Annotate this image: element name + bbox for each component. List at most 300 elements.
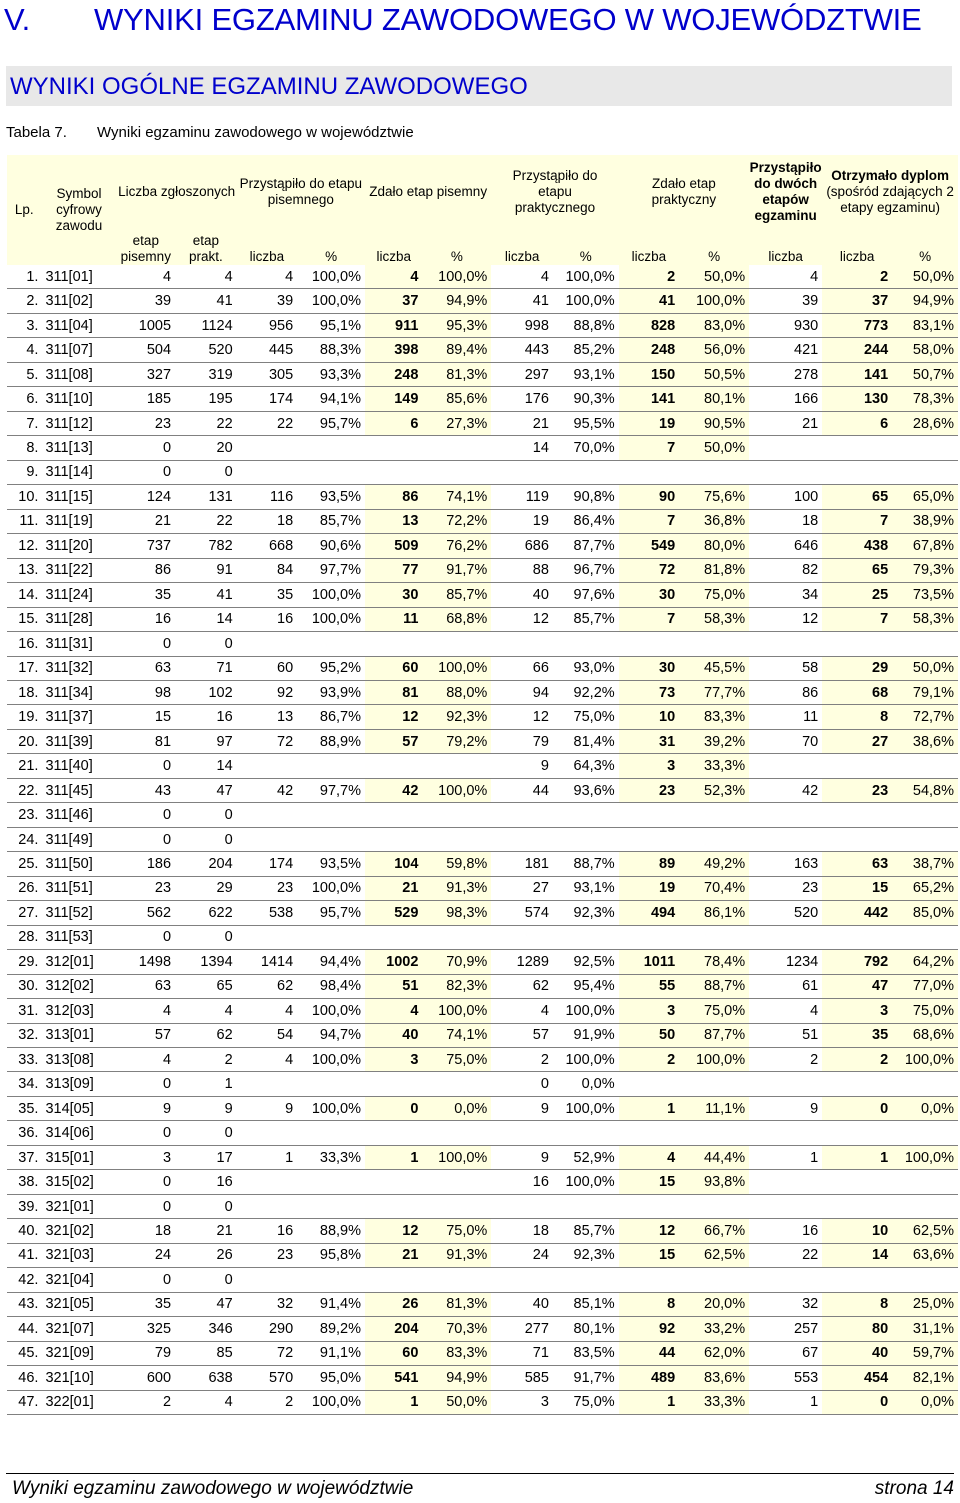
cell-przyst-pis-liczba: 60 <box>237 656 298 680</box>
table-row <box>7 1317 958 1341</box>
cell-zgl-pisemny: 0 <box>117 460 175 484</box>
cell-zgl-pisemny: 21 <box>117 509 175 533</box>
cell-przyst-prakt-liczba <box>491 827 553 851</box>
cell-dyplom-liczba <box>822 1170 892 1194</box>
cell-przyst-pis-liczba: 23 <box>237 1243 298 1267</box>
table-caption-label: Tabela 7. <box>6 124 67 141</box>
cell-zdalo-pis-liczba: 398 <box>365 338 422 362</box>
cell-przyst-prakt-liczba: 9 <box>491 1145 553 1169</box>
cell-symbol: 321[01] <box>41 1194 116 1218</box>
cell-zdalo-prakt-liczba <box>619 1072 680 1096</box>
cell-zdalo-prakt-pct: 70,4% <box>679 876 749 900</box>
cell-zdalo-pis-liczba: 77 <box>365 558 422 582</box>
cell-przyst-pis-liczba: 62 <box>237 974 298 998</box>
cell-przyst-pis-pct: 85,7% <box>297 509 365 533</box>
cell-symbol: 311[07] <box>41 338 116 362</box>
cell-przyst-dwa-liczba: 166 <box>749 387 822 411</box>
cell-dyplom-liczba: 40 <box>822 1341 892 1365</box>
table-row <box>7 534 958 558</box>
cell-dyplom-liczba: 8 <box>822 705 892 729</box>
cell-symbol: 313[01] <box>41 1023 116 1047</box>
cell-lp: 26. <box>7 876 41 900</box>
cell-przyst-prakt-pct <box>553 460 619 484</box>
cell-przyst-pis-liczba <box>237 1072 298 1096</box>
cell-przyst-dwa-liczba <box>749 803 822 827</box>
cell-dyplom-liczba: 130 <box>822 387 892 411</box>
cell-zgl-pisemny: 124 <box>117 485 175 509</box>
cell-lp: 35. <box>7 1096 41 1120</box>
cell-przyst-pis-liczba: 4 <box>237 999 298 1023</box>
cell-zgl-prakt: 0 <box>175 827 237 851</box>
cell-symbol: 311[51] <box>41 876 116 900</box>
cell-dyplom-liczba <box>822 1194 892 1218</box>
cell-przyst-prakt-liczba: 16 <box>491 1170 553 1194</box>
cell-zdalo-prakt-liczba <box>619 460 680 484</box>
cell-zgl-prakt: 26 <box>175 1243 237 1267</box>
cell-dyplom-liczba: 454 <box>822 1366 892 1390</box>
cell-przyst-pis-liczba <box>237 1194 298 1218</box>
cell-przyst-pis-pct: 93,3% <box>297 362 365 386</box>
cell-lp: 31. <box>7 999 41 1023</box>
cell-zdalo-prakt-liczba: 10 <box>619 705 680 729</box>
cell-dyplom-liczba: 1 <box>822 1145 892 1169</box>
cell-zdalo-prakt-pct: 36,8% <box>679 509 749 533</box>
header-pct: % <box>553 229 619 265</box>
cell-zdalo-prakt-liczba: 90 <box>619 485 680 509</box>
cell-symbol: 311[45] <box>41 778 116 802</box>
cell-zdalo-prakt-pct: 83,0% <box>679 313 749 337</box>
cell-symbol: 321[09] <box>41 1341 116 1365</box>
cell-lp: 40. <box>7 1219 41 1243</box>
header-liczba: liczba <box>619 229 680 265</box>
cell-zdalo-pis-liczba <box>365 1121 422 1145</box>
cell-zgl-prakt: 0 <box>175 632 237 656</box>
cell-przyst-pis-liczba: 956 <box>237 313 298 337</box>
cell-dyplom-pct: 59,7% <box>892 1341 958 1365</box>
cell-przyst-prakt-pct: 91,7% <box>553 1366 619 1390</box>
cell-przyst-pis-pct: 100,0% <box>297 1096 365 1120</box>
table-row <box>7 680 958 704</box>
cell-zdalo-prakt-pct: 45,5% <box>679 656 749 680</box>
cell-zdalo-pis-pct <box>422 1072 491 1096</box>
header-zdalo-pisemny: Zdało etap pisemny <box>365 155 491 229</box>
cell-zdalo-prakt-liczba: 30 <box>619 656 680 680</box>
table-row <box>7 362 958 386</box>
table-row <box>7 1341 958 1365</box>
cell-zdalo-pis-liczba: 204 <box>365 1317 422 1341</box>
cell-przyst-pis-pct <box>297 632 365 656</box>
cell-zdalo-pis-liczba: 11 <box>365 607 422 631</box>
cell-dyplom-liczba <box>822 827 892 851</box>
cell-przyst-prakt-liczba: 66 <box>491 656 553 680</box>
cell-zdalo-prakt-pct: 20,0% <box>679 1292 749 1316</box>
cell-zgl-pisemny: 4 <box>117 1048 175 1072</box>
cell-lp: 47. <box>7 1390 41 1414</box>
cell-symbol: 311[46] <box>41 803 116 827</box>
cell-lp: 41. <box>7 1243 41 1267</box>
cell-dyplom-liczba: 10 <box>822 1219 892 1243</box>
cell-zdalo-prakt-pct <box>679 1194 749 1218</box>
cell-zdalo-pis-pct <box>422 925 491 949</box>
table-row <box>7 1121 958 1145</box>
cell-zgl-prakt: 85 <box>175 1341 237 1365</box>
cell-zdalo-pis-liczba <box>365 1170 422 1194</box>
cell-przyst-prakt-liczba: 1289 <box>491 950 553 974</box>
cell-przyst-dwa-liczba: 11 <box>749 705 822 729</box>
cell-przyst-prakt-pct <box>553 827 619 851</box>
cell-zdalo-prakt-liczba: 2 <box>619 1048 680 1072</box>
cell-przyst-pis-liczba: 39 <box>237 289 298 313</box>
cell-zdalo-pis-liczba: 86 <box>365 485 422 509</box>
cell-lp: 5. <box>7 362 41 386</box>
cell-symbol: 311[13] <box>41 436 116 460</box>
cell-dyplom-pct: 75,0% <box>892 999 958 1023</box>
cell-symbol: 313[08] <box>41 1048 116 1072</box>
cell-przyst-prakt-pct: 86,4% <box>553 509 619 533</box>
header-zgloszonych: Liczba zgłoszonych <box>117 155 237 229</box>
header-dyplom-note: (spośród zdających 2 etapy egzaminu) <box>826 184 954 215</box>
cell-przyst-prakt-pct: 100,0% <box>553 1096 619 1120</box>
cell-przyst-pis-pct: 95,1% <box>297 313 365 337</box>
cell-przyst-dwa-liczba: 163 <box>749 852 822 876</box>
cell-przyst-dwa-liczba: 4 <box>749 999 822 1023</box>
cell-przyst-dwa-liczba: 520 <box>749 901 822 925</box>
cell-lp: 8. <box>7 436 41 460</box>
cell-zdalo-pis-liczba: 541 <box>365 1366 422 1390</box>
header-liczba: liczba <box>237 229 298 265</box>
cell-zgl-prakt: 29 <box>175 876 237 900</box>
cell-dyplom-liczba: 0 <box>822 1096 892 1120</box>
table-row <box>7 1194 958 1218</box>
cell-symbol: 311[28] <box>41 607 116 631</box>
cell-zgl-prakt: 0 <box>175 460 237 484</box>
cell-zdalo-pis-liczba: 30 <box>365 583 422 607</box>
cell-zgl-prakt: 1394 <box>175 950 237 974</box>
cell-lp: 25. <box>7 852 41 876</box>
table-row <box>7 778 958 802</box>
cell-lp: 24. <box>7 827 41 851</box>
cell-przyst-pis-liczba: 13 <box>237 705 298 729</box>
cell-przyst-prakt-pct: 80,1% <box>553 1317 619 1341</box>
cell-dyplom-pct: 38,9% <box>892 509 958 533</box>
cell-dyplom-liczba: 15 <box>822 876 892 900</box>
cell-przyst-pis-liczba: 18 <box>237 509 298 533</box>
cell-przyst-prakt-liczba <box>491 460 553 484</box>
cell-przyst-pis-pct: 91,1% <box>297 1341 365 1365</box>
cell-przyst-prakt-pct: 100,0% <box>553 265 619 289</box>
cell-symbol: 311[19] <box>41 509 116 533</box>
cell-dyplom-pct: 94,9% <box>892 289 958 313</box>
cell-zdalo-prakt-pct: 52,3% <box>679 778 749 802</box>
cell-przyst-pis-liczba: 23 <box>237 876 298 900</box>
cell-zdalo-prakt-liczba: 23 <box>619 778 680 802</box>
cell-zgl-prakt: 782 <box>175 534 237 558</box>
cell-zdalo-pis-liczba: 529 <box>365 901 422 925</box>
cell-zdalo-prakt-liczba <box>619 803 680 827</box>
table-row <box>7 950 958 974</box>
cell-przyst-prakt-liczba: 998 <box>491 313 553 337</box>
cell-zdalo-prakt-pct: 39,2% <box>679 729 749 753</box>
cell-zdalo-prakt-pct: 58,3% <box>679 607 749 631</box>
cell-przyst-pis-liczba <box>237 1268 298 1292</box>
cell-przyst-prakt-liczba: 12 <box>491 607 553 631</box>
cell-przyst-pis-pct: 89,2% <box>297 1317 365 1341</box>
cell-zdalo-pis-pct: 95,3% <box>422 313 491 337</box>
cell-symbol: 311[14] <box>41 460 116 484</box>
cell-dyplom-pct: 54,8% <box>892 778 958 802</box>
cell-zdalo-prakt-pct <box>679 1268 749 1292</box>
cell-zdalo-prakt-liczba: 1 <box>619 1390 680 1414</box>
cell-przyst-pis-pct <box>297 1121 365 1145</box>
cell-przyst-prakt-pct: 83,5% <box>553 1341 619 1365</box>
cell-zgl-prakt: 1124 <box>175 313 237 337</box>
cell-zdalo-pis-pct: 74,1% <box>422 1023 491 1047</box>
cell-zdalo-pis-pct <box>422 827 491 851</box>
cell-lp: 13. <box>7 558 41 582</box>
cell-przyst-pis-liczba: 445 <box>237 338 298 362</box>
cell-dyplom-pct: 79,3% <box>892 558 958 582</box>
cell-zdalo-pis-liczba: 57 <box>365 729 422 753</box>
cell-zdalo-prakt-pct: 66,7% <box>679 1219 749 1243</box>
cell-zdalo-prakt-liczba <box>619 1194 680 1218</box>
cell-dyplom-pct: 100,0% <box>892 1145 958 1169</box>
cell-przyst-dwa-liczba: 2 <box>749 1048 822 1072</box>
header-zdalo-praktyczny: Zdało etap praktyczny <box>619 155 749 229</box>
cell-lp: 15. <box>7 607 41 631</box>
cell-przyst-prakt-pct: 75,0% <box>553 705 619 729</box>
cell-zdalo-pis-liczba <box>365 1194 422 1218</box>
cell-zdalo-prakt-liczba: 150 <box>619 362 680 386</box>
cell-symbol: 311[08] <box>41 362 116 386</box>
cell-przyst-prakt-liczba: 0 <box>491 1072 553 1096</box>
cell-zdalo-pis-pct: 59,8% <box>422 852 491 876</box>
cell-zdalo-pis-liczba: 4 <box>365 265 422 289</box>
cell-zdalo-pis-liczba <box>365 632 422 656</box>
cell-przyst-pis-pct: 88,9% <box>297 1219 365 1243</box>
cell-przyst-prakt-liczba: 443 <box>491 338 553 362</box>
cell-dyplom-liczba: 14 <box>822 1243 892 1267</box>
cell-przyst-prakt-pct: 100,0% <box>553 1170 619 1194</box>
cell-przyst-prakt-liczba <box>491 925 553 949</box>
cell-przyst-prakt-pct: 0,0% <box>553 1072 619 1096</box>
cell-przyst-prakt-liczba: 119 <box>491 485 553 509</box>
cell-zdalo-prakt-liczba: 73 <box>619 680 680 704</box>
cell-zdalo-pis-liczba <box>365 754 422 778</box>
cell-zgl-prakt: 47 <box>175 1292 237 1316</box>
cell-przyst-prakt-pct: 91,9% <box>553 1023 619 1047</box>
cell-dyplom-pct: 0,0% <box>892 1390 958 1414</box>
cell-przyst-prakt-liczba: 21 <box>491 411 553 435</box>
cell-przyst-prakt-pct: 88,7% <box>553 852 619 876</box>
cell-przyst-pis-liczba <box>237 1121 298 1145</box>
cell-przyst-prakt-pct: 90,8% <box>553 485 619 509</box>
cell-zdalo-pis-pct: 0,0% <box>422 1096 491 1120</box>
cell-zdalo-prakt-liczba: 1 <box>619 1096 680 1120</box>
cell-zdalo-prakt-liczba: 494 <box>619 901 680 925</box>
cell-dyplom-pct: 72,7% <box>892 705 958 729</box>
cell-symbol: 321[04] <box>41 1268 116 1292</box>
header-pct: % <box>679 229 749 265</box>
header-dyplom-title: Otrzymało dyplom <box>831 168 949 183</box>
cell-zdalo-prakt-pct: 100,0% <box>679 289 749 313</box>
cell-zdalo-pis-pct: 70,9% <box>422 950 491 974</box>
cell-przyst-prakt-pct <box>553 632 619 656</box>
cell-przyst-prakt-liczba: 24 <box>491 1243 553 1267</box>
cell-zgl-prakt: 17 <box>175 1145 237 1169</box>
cell-przyst-dwa-liczba: 16 <box>749 1219 822 1243</box>
cell-przyst-pis-pct <box>297 436 365 460</box>
cell-dyplom-pct: 38,6% <box>892 729 958 753</box>
cell-symbol: 312[01] <box>41 950 116 974</box>
cell-przyst-prakt-pct: 92,2% <box>553 680 619 704</box>
cell-przyst-prakt-liczba: 686 <box>491 534 553 558</box>
cell-przyst-pis-liczba <box>237 803 298 827</box>
cell-zgl-prakt: 319 <box>175 362 237 386</box>
cell-przyst-prakt-pct: 95,5% <box>553 411 619 435</box>
cell-lp: 37. <box>7 1145 41 1169</box>
cell-zgl-pisemny: 35 <box>117 1292 175 1316</box>
header-liczba: liczba <box>749 229 822 265</box>
cell-dyplom-liczba <box>822 632 892 656</box>
cell-przyst-prakt-liczba: 176 <box>491 387 553 411</box>
cell-przyst-pis-liczba: 22 <box>237 411 298 435</box>
cell-dyplom-liczba: 80 <box>822 1317 892 1341</box>
cell-przyst-prakt-liczba: 40 <box>491 1292 553 1316</box>
cell-zdalo-pis-liczba: 81 <box>365 680 422 704</box>
cell-symbol: 322[01] <box>41 1390 116 1414</box>
cell-lp: 38. <box>7 1170 41 1194</box>
cell-przyst-pis-pct: 97,7% <box>297 558 365 582</box>
cell-zgl-prakt: 14 <box>175 754 237 778</box>
cell-lp: 42. <box>7 1268 41 1292</box>
cell-przyst-pis-pct: 86,7% <box>297 705 365 729</box>
cell-przyst-pis-pct: 94,1% <box>297 387 365 411</box>
cell-zgl-pisemny: 23 <box>117 876 175 900</box>
cell-dyplom-liczba: 65 <box>822 485 892 509</box>
cell-przyst-dwa-liczba: 32 <box>749 1292 822 1316</box>
results-table <box>7 155 958 1415</box>
cell-zdalo-pis-liczba <box>365 460 422 484</box>
cell-zdalo-prakt-liczba: 72 <box>619 558 680 582</box>
cell-zdalo-prakt-liczba: 549 <box>619 534 680 558</box>
table-row <box>7 436 958 460</box>
cell-lp: 18. <box>7 680 41 704</box>
cell-symbol: 311[15] <box>41 485 116 509</box>
cell-dyplom-liczba <box>822 460 892 484</box>
header-symbol: Symbol cyfrowy zawodu <box>41 155 116 265</box>
cell-zdalo-prakt-liczba: 8 <box>619 1292 680 1316</box>
cell-przyst-dwa-liczba <box>749 632 822 656</box>
cell-symbol: 311[34] <box>41 680 116 704</box>
cell-zgl-prakt: 4 <box>175 1390 237 1414</box>
cell-zgl-prakt: 622 <box>175 901 237 925</box>
cell-przyst-prakt-liczba <box>491 1194 553 1218</box>
cell-przyst-pis-pct: 95,0% <box>297 1366 365 1390</box>
cell-przyst-pis-pct: 100,0% <box>297 289 365 313</box>
cell-dyplom-pct: 50,0% <box>892 656 958 680</box>
cell-przyst-pis-liczba <box>237 1170 298 1194</box>
cell-zgl-prakt: 1 <box>175 1072 237 1096</box>
table-row <box>7 1366 958 1390</box>
cell-zgl-prakt: 638 <box>175 1366 237 1390</box>
cell-zgl-prakt: 9 <box>175 1096 237 1120</box>
cell-przyst-pis-pct: 93,5% <box>297 852 365 876</box>
table-row <box>7 1268 958 1292</box>
cell-przyst-prakt-pct: 87,7% <box>553 534 619 558</box>
cell-zdalo-pis-pct: 82,3% <box>422 974 491 998</box>
cell-zdalo-prakt-liczba <box>619 827 680 851</box>
cell-zdalo-pis-liczba <box>365 925 422 949</box>
cell-przyst-prakt-liczba: 297 <box>491 362 553 386</box>
cell-przyst-pis-liczba: 9 <box>237 1096 298 1120</box>
cell-przyst-prakt-liczba: 9 <box>491 754 553 778</box>
cell-zdalo-pis-pct: 94,9% <box>422 289 491 313</box>
cell-zdalo-prakt-liczba: 2 <box>619 265 680 289</box>
cell-zdalo-prakt-liczba: 248 <box>619 338 680 362</box>
cell-dyplom-pct: 62,5% <box>892 1219 958 1243</box>
cell-symbol: 311[04] <box>41 313 116 337</box>
cell-zdalo-prakt-pct <box>679 925 749 949</box>
cell-przyst-prakt-liczba: 3 <box>491 1390 553 1414</box>
cell-zdalo-pis-pct: 85,6% <box>422 387 491 411</box>
cell-dyplom-liczba <box>822 1121 892 1145</box>
cell-lp: 32. <box>7 1023 41 1047</box>
cell-dyplom-pct <box>892 1072 958 1096</box>
cell-zdalo-prakt-pct: 78,4% <box>679 950 749 974</box>
cell-symbol: 314[05] <box>41 1096 116 1120</box>
cell-dyplom-liczba: 442 <box>822 901 892 925</box>
cell-symbol: 311[31] <box>41 632 116 656</box>
header-przyst-dwa: Przystąpiło do dwóch etapów egzaminu <box>749 155 822 229</box>
table-row <box>7 411 958 435</box>
cell-lp: 33. <box>7 1048 41 1072</box>
cell-zgl-pisemny: 79 <box>117 1341 175 1365</box>
cell-zdalo-prakt-liczba: 50 <box>619 1023 680 1047</box>
cell-zgl-pisemny: 186 <box>117 852 175 876</box>
cell-przyst-prakt-pct: 75,0% <box>553 1390 619 1414</box>
cell-symbol: 311[20] <box>41 534 116 558</box>
cell-przyst-prakt-pct: 90,3% <box>553 387 619 411</box>
cell-zdalo-pis-liczba <box>365 1268 422 1292</box>
cell-zdalo-prakt-liczba <box>619 1121 680 1145</box>
cell-przyst-dwa-liczba: 22 <box>749 1243 822 1267</box>
cell-zdalo-pis-liczba: 51 <box>365 974 422 998</box>
cell-przyst-prakt-pct: 52,9% <box>553 1145 619 1169</box>
cell-zgl-pisemny: 4 <box>117 265 175 289</box>
cell-przyst-dwa-liczba <box>749 925 822 949</box>
cell-przyst-pis-pct: 90,6% <box>297 534 365 558</box>
cell-symbol: 311[39] <box>41 729 116 753</box>
cell-zdalo-prakt-pct: 83,6% <box>679 1366 749 1390</box>
cell-przyst-pis-liczba: 16 <box>237 607 298 631</box>
cell-przyst-pis-pct: 93,9% <box>297 680 365 704</box>
cell-dyplom-pct <box>892 1121 958 1145</box>
cell-zdalo-prakt-pct: 100,0% <box>679 1048 749 1072</box>
cell-przyst-pis-pct <box>297 803 365 827</box>
table-row <box>7 974 958 998</box>
cell-przyst-pis-pct <box>297 1072 365 1096</box>
cell-zgl-pisemny: 23 <box>117 411 175 435</box>
cell-przyst-pis-liczba: 42 <box>237 778 298 802</box>
cell-zdalo-pis-pct: 92,3% <box>422 705 491 729</box>
cell-zdalo-pis-pct: 81,3% <box>422 1292 491 1316</box>
cell-przyst-pis-pct: 94,4% <box>297 950 365 974</box>
cell-zdalo-pis-liczba: 248 <box>365 362 422 386</box>
cell-przyst-pis-liczba: 92 <box>237 680 298 704</box>
cell-zgl-prakt: 21 <box>175 1219 237 1243</box>
header-pct: % <box>892 229 958 265</box>
cell-lp: 20. <box>7 729 41 753</box>
